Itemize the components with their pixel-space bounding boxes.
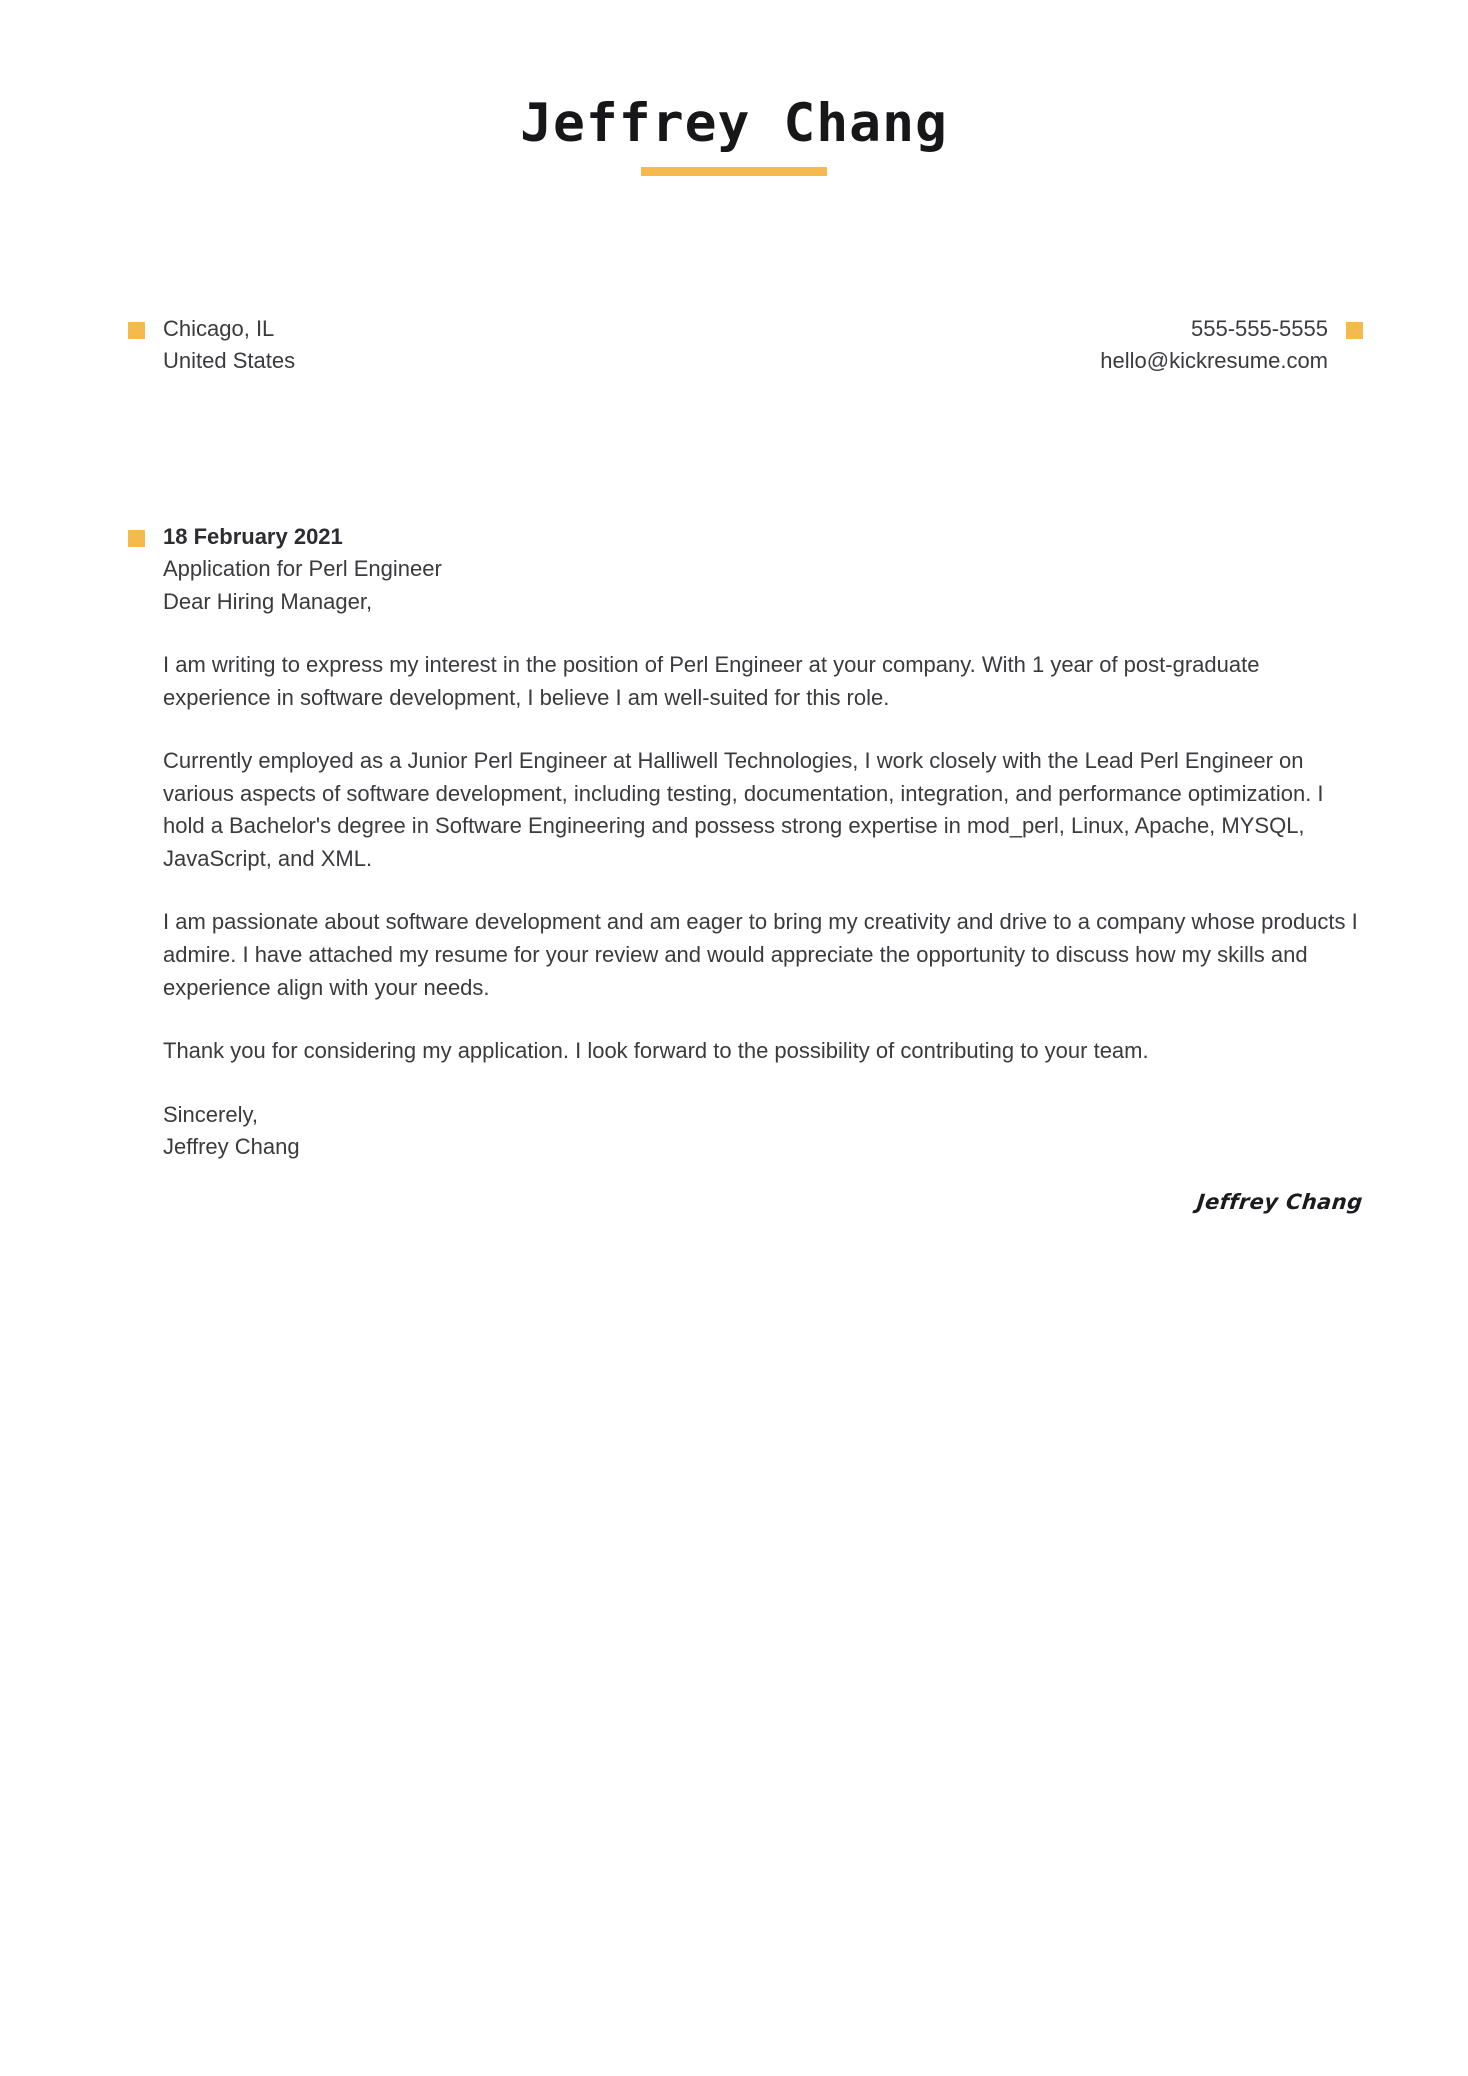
letter-date: 18 February 2021 bbox=[163, 524, 343, 549]
letter-paragraph: I am passionate about software development and am eager to bring my creativity and drive to a company whose products I admire. I have attached my resume for your review and would appreciate the opportunity to discuss how my skills and experience align with your needs. bbox=[163, 909, 1358, 1000]
letter-signoff bbox=[163, 1099, 1360, 1164]
reach-lines bbox=[1100, 313, 1328, 378]
letter-subject: Application for Perl Engineer bbox=[163, 556, 442, 582]
contact-block-reach bbox=[1100, 313, 1363, 378]
letter-paragraph: Currently employed as a Junior Perl Engineer at Halliwell Technologies, I work closely with the Lead Perl Engineer on various aspects of software development, including testing, documentation, integration, and performance optimization. I hold a Bachelor's degree in Software Engineering and possess strong expertise in mod_perl, Linux, Apache, MYSQL, JavaScript, and XML. bbox=[163, 748, 1324, 871]
letter-meta bbox=[128, 521, 1360, 586]
page-title: Jeffrey Chang bbox=[520, 93, 948, 154]
letter-closing: Sincerely, bbox=[163, 1101, 258, 1127]
letter-header bbox=[0, 0, 1468, 176]
letter-salutation: Dear Hiring Manager, bbox=[163, 588, 373, 614]
letter-text bbox=[163, 586, 1360, 1164]
letter-body bbox=[128, 521, 1360, 1164]
contact-city: Chicago, IL bbox=[163, 316, 275, 341]
contact-country: United States bbox=[163, 348, 296, 374]
contact-row bbox=[128, 313, 1363, 378]
contact-email[interactable]: hello@kickresume.com bbox=[1100, 348, 1328, 374]
handwritten-signature: Jeffrey Chang bbox=[1196, 1190, 1365, 1214]
letter-paragraph: Thank you for considering my application. I look forward to the possibility of contributing to your team. bbox=[163, 1038, 1149, 1064]
accent-square-icon bbox=[128, 322, 145, 339]
contact-block-location bbox=[128, 313, 295, 378]
contact-phone[interactable]: 555-555-5555 bbox=[1190, 316, 1328, 341]
location-lines bbox=[163, 313, 295, 378]
letter-paragraph: I am writing to express my interest in the position of Perl Engineer at your company. With 1 year of post-graduate experience in software development, I believe I am well-suited for this role. bbox=[163, 652, 1260, 710]
letter-meta-lines bbox=[163, 521, 442, 586]
letter-signer-name: Jeffrey Chang bbox=[163, 1134, 300, 1160]
accent-square-icon bbox=[1346, 322, 1363, 339]
name-accent-underline bbox=[641, 167, 827, 176]
accent-square-icon bbox=[128, 530, 145, 547]
